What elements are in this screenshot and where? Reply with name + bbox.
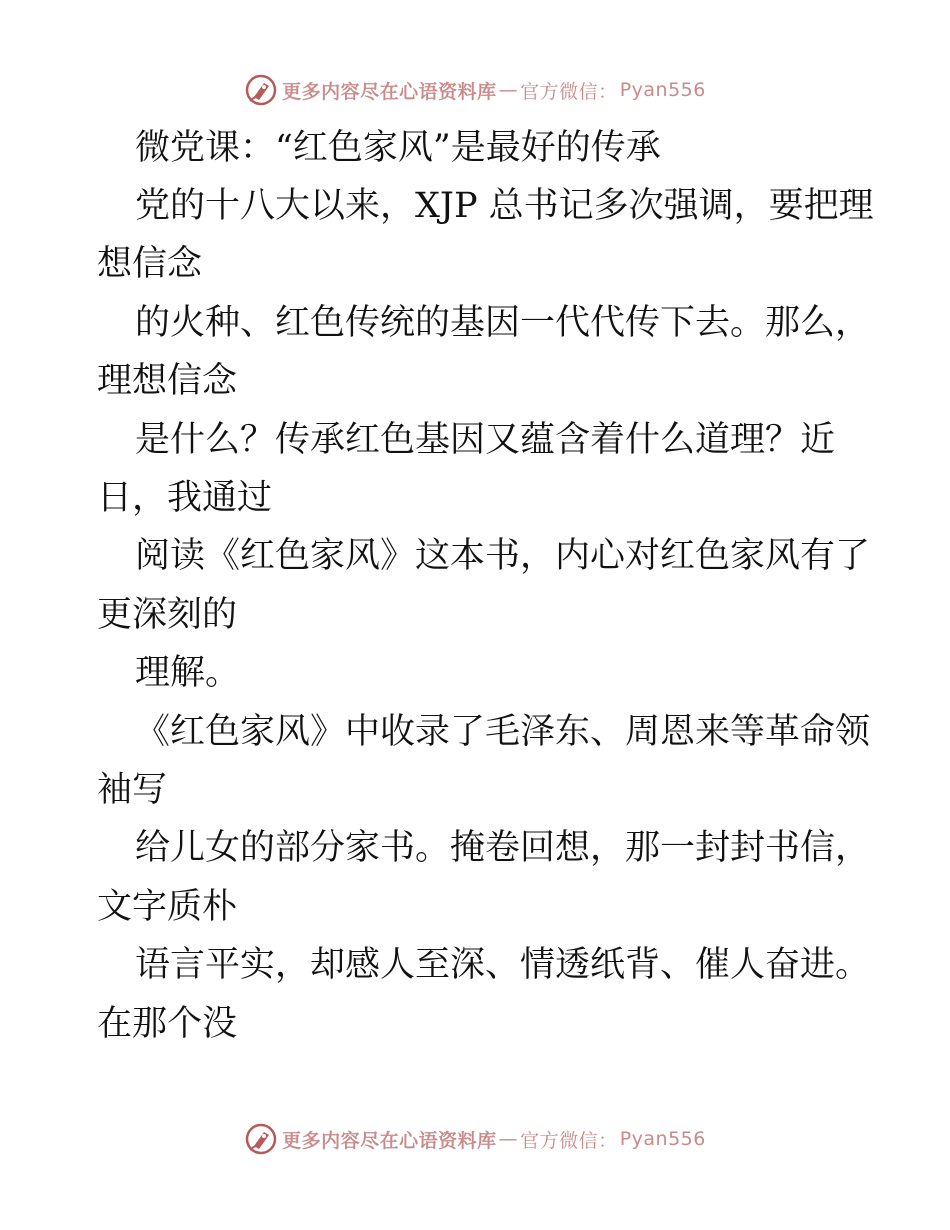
footer-watermark (0, 1119, 950, 1159)
document-title: 微党课：“红色家风”是最好的传承 (135, 128, 661, 168)
text-line: 阅读《红色家风》这本书，内心对红色家风有了 (135, 536, 871, 576)
watermark-separator: — (498, 1128, 519, 1150)
pen-nib-icon (244, 73, 278, 107)
watermark-wechat-id: Pyan556 (619, 1128, 706, 1150)
watermark-wechat-label: 官方微信： (520, 1129, 618, 1152)
text-line: 《红色家风》中收录了毛泽东、周恩来等革命领 (135, 712, 871, 752)
text-line: 给儿女的部分家书。掩卷回想，那一封封书信， (135, 828, 871, 868)
header-watermark (0, 70, 950, 110)
text-line: 党的十八大以来，XJP 总书记多次强调，要把理 (135, 186, 874, 226)
text-line: 的火种、红色传统的基因一代代传下去。那么， (135, 303, 871, 343)
text-line: 日，我通过 (97, 478, 273, 518)
text-line: 理想信念 (97, 361, 238, 401)
text-line: 在那个没 (97, 1004, 238, 1044)
watermark-separator: — (498, 79, 519, 101)
text-line: 更深刻的 (97, 595, 238, 635)
watermark-brand: 更多内容尽在心语资料库 (282, 1129, 497, 1152)
pen-nib-icon (244, 1122, 278, 1156)
watermark-wechat-label: 官方微信： (520, 80, 618, 103)
text-line: 理解。 (135, 653, 241, 693)
text-line: 想信念 (97, 244, 203, 284)
watermark-wechat-id: Pyan556 (619, 79, 706, 101)
text-line: 是什么？传承红色基因又蕴含着什么道理？近 (135, 420, 836, 460)
text-line: 文字质朴 (97, 887, 238, 927)
text-line: 语言平实，却感人至深、情透纸背、催人奋进。 (135, 945, 871, 985)
watermark-brand: 更多内容尽在心语资料库 (282, 80, 497, 103)
text-line: 袖写 (97, 770, 168, 810)
